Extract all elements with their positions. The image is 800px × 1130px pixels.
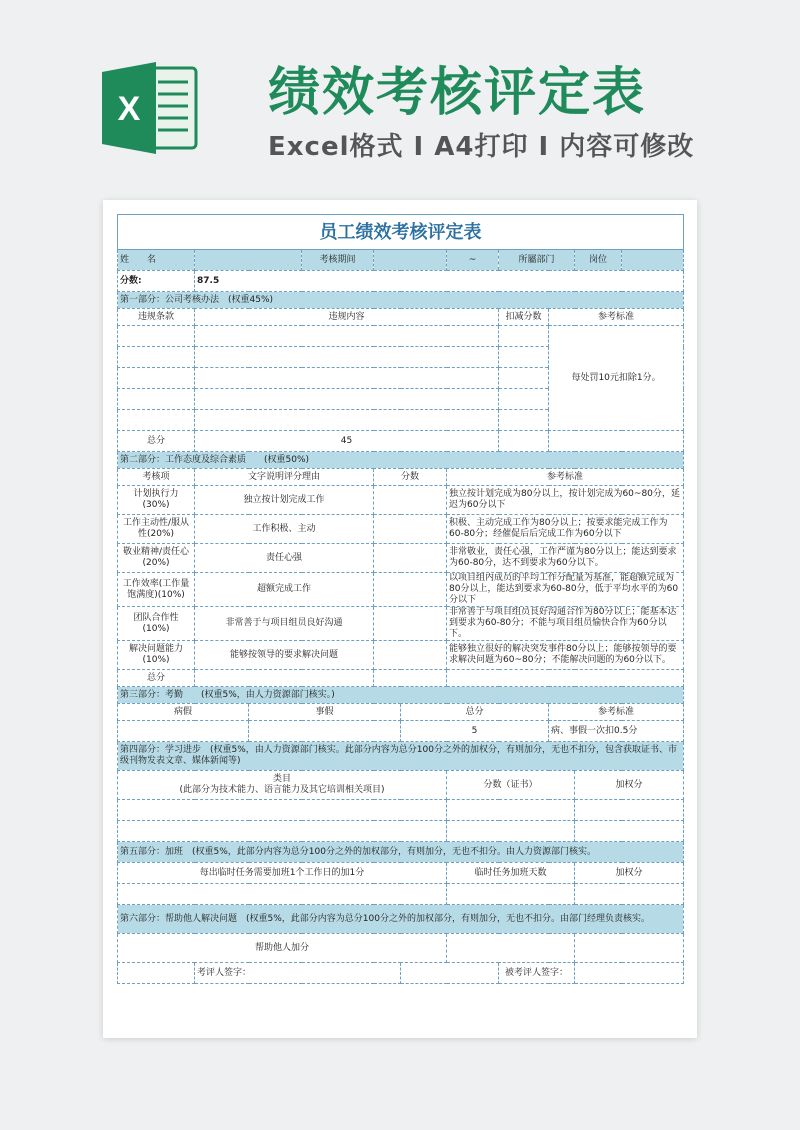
p2-score[interactable]: [374, 486, 447, 515]
table-row: [118, 607, 684, 641]
p6-cell[interactable]: [575, 934, 684, 963]
p1-cell[interactable]: [195, 410, 499, 431]
p5-cell[interactable]: [575, 884, 684, 905]
assessee-sign-label: 被考评人签字：: [499, 963, 575, 984]
p1-cell[interactable]: [499, 347, 549, 368]
p4-col-score: 分数（证书）: [447, 771, 575, 800]
p4-col-category: 类目 (此部分为技术能力、语言能力及其它培训相关项目): [118, 771, 447, 800]
p4-cell[interactable]: [575, 821, 684, 842]
p4-col-weight: 加权分: [575, 771, 684, 800]
name-label: 姓 名: [118, 250, 195, 271]
p4-cell[interactable]: [447, 800, 575, 821]
p2-desc: 独立按计划完成工作: [195, 486, 374, 515]
p3-total-value: 5: [401, 721, 549, 742]
p1-cell[interactable]: [499, 389, 549, 410]
part5-header: 第五部分：加班 (权重5%，此部分内容为总分100分之外的加权部分，有则加分，无也不扣分。由人力资源部门核实。: [118, 842, 684, 863]
p3-standard-text: 病、事假一次扣0.5分: [549, 721, 684, 742]
p5-col-days: 临时任务加班天数: [447, 863, 575, 884]
p3-personal-value[interactable]: [249, 721, 401, 742]
table-row: [118, 544, 684, 573]
sign-cell: [118, 963, 195, 984]
p2-standard: 非常善于与项目组员良好沟通合作为80分以上；能基本达到要求为60-80分；不能与项目组员愉快合作为60分以下。: [447, 607, 684, 641]
hero-subtitle: Excel格式 I A4打印 I 内容可修改: [268, 132, 695, 162]
p1-col-standard: 参考标准: [549, 309, 684, 326]
hero-title: 绩效考核评定表: [268, 63, 647, 123]
p1-standard-text: 每处罚10元扣除1分。: [549, 326, 684, 431]
p1-cell[interactable]: [499, 368, 549, 389]
p5-col-rule: 每出临时任务需要加班1个工作日的加1分: [118, 863, 447, 884]
p2-standard: 积极、主动完成工作为80分以上；按要求能完成工作为60-80分；经催促后后完成工作为60分以下: [447, 515, 684, 544]
p1-cell[interactable]: [118, 389, 195, 410]
p2-standard: 独立按计划完成为80分以上，按计划完成为60~80分，延迟为60分以下: [447, 486, 684, 515]
p3-col-total: 总分: [401, 704, 549, 721]
p2-standard: 非常敬业，责任心强，工作严谨为80分以上；能达到要求为60-80分，达不到要求为60分以下。: [447, 544, 684, 573]
assessor-sign-field[interactable]: [401, 963, 499, 984]
sheet-paper: [103, 200, 697, 1038]
p1-cell[interactable]: [118, 368, 195, 389]
part3-header: 第三部分：考勤 (权重5%，由人力资源部门核实。): [118, 687, 684, 704]
p2-col-standard: 参考标准: [447, 469, 684, 486]
p2-item: 计划执行力(30%): [118, 486, 195, 515]
p1-cell[interactable]: [549, 431, 684, 452]
p1-cell[interactable]: [499, 431, 549, 452]
assessee-sign-field[interactable]: [575, 963, 684, 984]
dept-label: 所屬部门: [499, 250, 575, 271]
p2-item: 工作效率(工作量饱满度)(10%): [118, 573, 195, 607]
p2-desc: 责任心强: [195, 544, 374, 573]
period-label: 考核期间: [302, 250, 374, 271]
p6-cell[interactable]: [447, 934, 575, 963]
p5-cell[interactable]: [447, 884, 575, 905]
p1-cell[interactable]: [195, 326, 499, 347]
p1-total-label: 总分: [118, 431, 195, 452]
p1-col-deduct: 扣减分数: [499, 309, 549, 326]
assessor-sign-label: 考评人签字：: [195, 963, 401, 984]
evaluation-sheet: [117, 214, 683, 984]
p2-col-item: 考核项: [118, 469, 195, 486]
p2-standard: 以项目组内成员的平均工作分配量为基准，能超额完成为80分以上，能达到要求为60-80分，低于平均水平的为60分以下: [447, 573, 684, 607]
p2-cell[interactable]: [195, 670, 374, 687]
p2-desc: 工作积极、主动: [195, 515, 374, 544]
p2-score[interactable]: [374, 641, 447, 670]
p1-cell[interactable]: [499, 326, 549, 347]
p2-score[interactable]: [374, 544, 447, 573]
p2-cell[interactable]: [447, 670, 684, 687]
period-tilde: ~: [447, 250, 499, 271]
post-value[interactable]: [622, 250, 684, 271]
p2-item: 工作主动性/服从性(20%): [118, 515, 195, 544]
part2-header: 第二部分：工作态度及综合素质 (权重50%): [118, 452, 684, 469]
part4-header: 第四部分：学习进步 (权重5%，由人力资源部门核实。此部分内容为总分100分之外的加权分，有则加分，无也不扣分，包含获取证书、市级刊物发表文章、媒体新闻等): [118, 742, 684, 771]
sheet-title: 员工绩效考核评定表: [118, 215, 684, 250]
post-label: 岗位: [575, 250, 622, 271]
p2-col-score: 分数: [374, 469, 447, 486]
p1-total-value: 45: [195, 431, 499, 452]
p1-col-content: 违规内容: [195, 309, 499, 326]
p1-col-clause: 违规条款: [118, 309, 195, 326]
part6-header: 第六部分：帮助他人解决问题 (权重5%，此部分内容为总分100分之外的加权部分，有则加分，无也不扣分。由部门经理负责核实。: [118, 905, 684, 934]
p1-cell[interactable]: [195, 347, 499, 368]
p2-score[interactable]: [374, 515, 447, 544]
table-row: [118, 486, 684, 515]
p4-cell[interactable]: [447, 821, 575, 842]
table-row: [118, 641, 684, 670]
p4-cell[interactable]: [118, 800, 447, 821]
p1-cell[interactable]: [499, 410, 549, 431]
table-row: [118, 515, 684, 544]
evaluation-table: [117, 214, 684, 984]
p2-desc: 超额完成工作: [195, 573, 374, 607]
p2-desc: 能够按领导的要求解决问题: [195, 641, 374, 670]
name-value[interactable]: [195, 250, 302, 271]
p2-total-label: 总分: [118, 670, 195, 687]
part1-header: 第一部分：公司考核办法 (权重45%): [118, 292, 684, 309]
p2-cell[interactable]: [374, 670, 447, 687]
hero-banner: [0, 0, 800, 195]
p3-col-sick: 病假: [118, 704, 249, 721]
p3-sick-value[interactable]: [118, 721, 249, 742]
p1-cell[interactable]: [118, 410, 195, 431]
period-start[interactable]: [374, 250, 447, 271]
p1-cell[interactable]: [195, 389, 499, 410]
score-label: 分数:: [118, 271, 195, 292]
p4-cell[interactable]: [575, 800, 684, 821]
p1-cell[interactable]: [118, 326, 195, 347]
p2-desc: 非常善于与项目组员良好沟通: [195, 607, 374, 641]
p1-cell[interactable]: [118, 347, 195, 368]
p3-col-personal: 事假: [249, 704, 401, 721]
p5-cell[interactable]: [118, 884, 447, 905]
svg-text:X: X: [117, 90, 141, 128]
p2-score[interactable]: [374, 573, 447, 607]
p2-score[interactable]: [374, 607, 447, 641]
p4-cell[interactable]: [118, 821, 447, 842]
p2-col-desc: 文字说明评分理由: [195, 469, 374, 486]
p2-standard: 能够独立很好的解决突发事件80分以上；能够按领导的要求解决问题为60~80分；不能解决问题的为60分以下。: [447, 641, 684, 670]
excel-icon: [98, 58, 200, 158]
p2-item: 解决问题能力(10%): [118, 641, 195, 670]
p1-cell[interactable]: [195, 368, 499, 389]
table-row: [118, 573, 684, 607]
p6-col-help: 帮助他人加分: [118, 934, 447, 963]
score-value: 87.5: [195, 271, 684, 292]
p5-col-weight: 加权分: [575, 863, 684, 884]
p3-col-standard: 参考标准: [549, 704, 684, 721]
p2-item: 敬业精神/责任心(20%): [118, 544, 195, 573]
p2-item: 团队合作性(10%): [118, 607, 195, 641]
